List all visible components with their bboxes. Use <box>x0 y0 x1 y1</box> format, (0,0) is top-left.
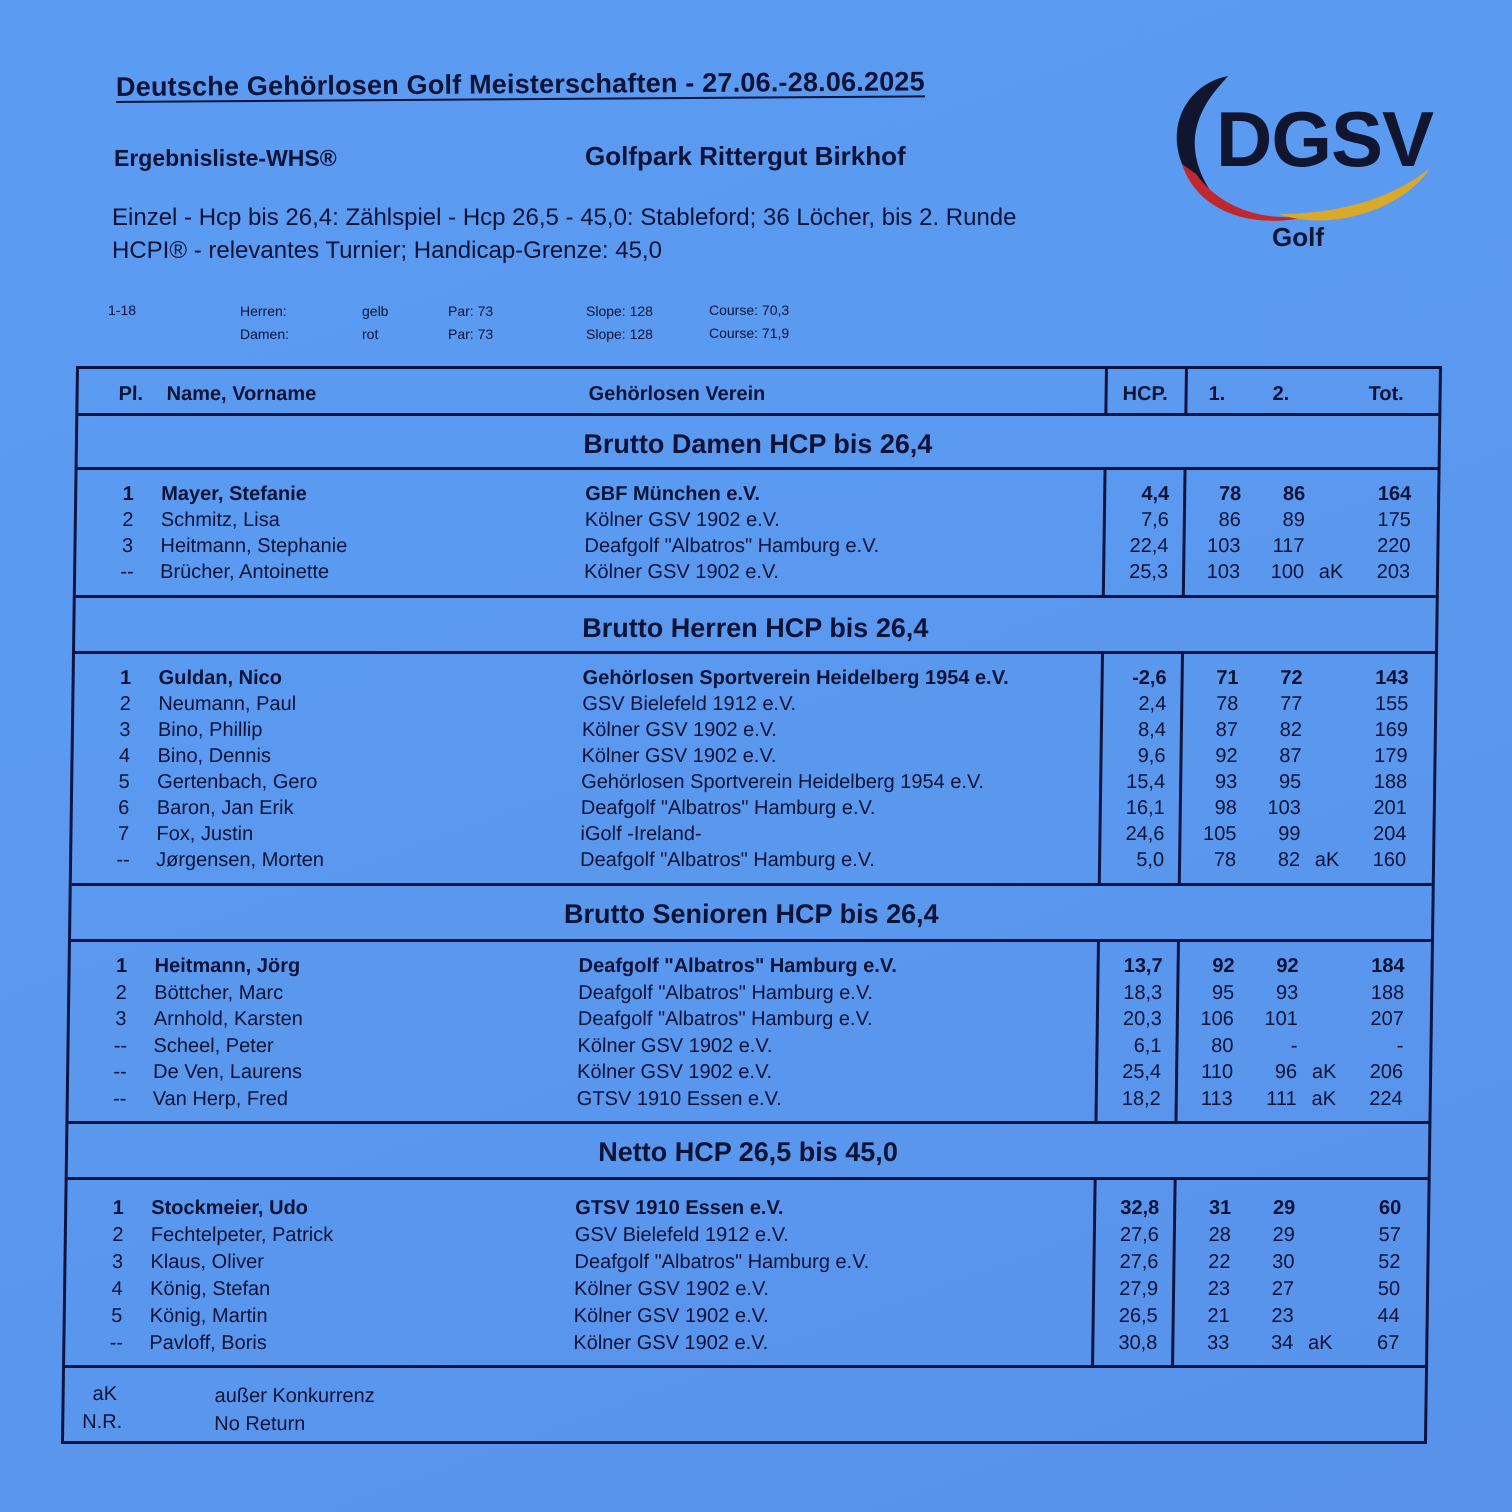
cell-hcp: 18,3 <box>1123 981 1163 1004</box>
cell-hcp: 32,8 <box>1120 1197 1160 1219</box>
cell-pl: 1 <box>115 955 128 977</box>
cell-pl: -- <box>109 1332 124 1354</box>
page-title: Deutsche Gehörlosen Golf Meisterschaften - 27.06.-28.06.2025 <box>115 66 925 102</box>
cell-pl: 5 <box>111 1305 123 1327</box>
cell-r2: 30 <box>1272 1251 1295 1273</box>
cell-tot: 188 <box>1370 981 1405 1004</box>
cell-r1: 78 <box>1215 693 1239 715</box>
cell-name: Baron, Jan Erik <box>156 797 294 819</box>
cell-name: Schmitz, Lisa <box>160 509 280 531</box>
cell-r2: - <box>1290 1034 1298 1057</box>
cell-r1: 78 <box>1213 849 1237 871</box>
divider <box>76 595 1436 598</box>
legend-abbr-ak: aK <box>92 1383 118 1405</box>
table-row <box>74 719 1434 745</box>
cell-tot: 169 <box>1374 719 1409 741</box>
cell-pl: 2 <box>122 509 134 531</box>
cell-tot: 175 <box>1377 509 1412 531</box>
cell-r1: 92 <box>1212 955 1235 977</box>
cell-flag: aK <box>1311 1061 1337 1083</box>
cell-club: Kölner GSV 1902 e.V. <box>576 1061 773 1083</box>
table-row <box>74 693 1434 719</box>
table-row <box>69 1088 1429 1114</box>
header-divider <box>1184 369 1188 415</box>
cell-tot: 67 <box>1376 1332 1400 1354</box>
results-table <box>61 366 1442 1444</box>
cell-pl: 1 <box>112 1197 124 1219</box>
cell-pl: 4 <box>111 1278 123 1300</box>
cell-r2: 100 <box>1270 561 1305 583</box>
table-row <box>77 483 1437 509</box>
cell-r1: 113 <box>1200 1087 1233 1110</box>
cell-r2: 95 <box>1278 771 1302 793</box>
cell-pl: -- <box>113 1061 127 1083</box>
cell-club: Kölner GSV 1902 e.V. <box>584 509 780 531</box>
cell-r1: 92 <box>1215 745 1238 767</box>
cell-pl: 2 <box>119 693 131 715</box>
cell-r1: 103 <box>1206 561 1241 583</box>
cell-name: Heitmann, Stephanie <box>160 535 348 557</box>
cell-tot: 160 <box>1372 849 1407 871</box>
cell-r2: 96 <box>1274 1061 1298 1083</box>
cell-hcp: 20,3 <box>1122 1008 1163 1030</box>
cell-hcp: 13,7 <box>1123 955 1163 977</box>
table-row <box>67 1197 1427 1223</box>
cell-name: Scheel, Peter <box>153 1034 274 1057</box>
col-header-name: Name, Vorname <box>166 383 317 405</box>
table-row <box>73 745 1433 771</box>
cell-pl: 4 <box>118 745 131 767</box>
divider <box>68 1177 1428 1180</box>
table-row <box>66 1251 1426 1277</box>
cell-pl: -- <box>116 849 130 871</box>
format-description: Einzel - Hcp bis 26,4: Zählspiel - Hcp 26,5 - 45,0: Stableford; 36 Löcher, bis 2. Runde <box>112 204 1017 231</box>
section-title-brutto-senioren: Brutto Senioren HCP bis 26,4 <box>563 899 939 929</box>
logo-subtext: Golf <box>1272 222 1324 252</box>
cell-r1: 98 <box>1214 797 1237 819</box>
cell-flag: aK <box>1318 561 1344 583</box>
cell-r1: 28 <box>1208 1224 1232 1246</box>
cell-tot: 143 <box>1375 667 1409 689</box>
cell-r2: 86 <box>1282 483 1306 505</box>
cell-r1: 78 <box>1218 483 1242 505</box>
cell-hcp: 25,4 <box>1122 1061 1162 1083</box>
cell-name: Bino, Dennis <box>157 745 272 767</box>
cell-pl: 2 <box>115 981 127 1004</box>
cell-pl: 1 <box>119 667 132 689</box>
cell-r1: 86 <box>1218 509 1242 531</box>
cell-pl: -- <box>112 1087 127 1110</box>
logo-text: DGSV <box>1216 95 1434 183</box>
venue-name: Golfpark Rittergut Birkhof <box>585 141 906 171</box>
cell-club: Deafgolf "Albatros" Hamburg e.V. <box>584 535 880 557</box>
col-header-place: Pl. <box>118 383 144 405</box>
col-header-club: Gehörlosen Verein <box>588 383 766 405</box>
table-row <box>70 982 1430 1008</box>
cell-hcp: 5,0 <box>1136 849 1165 871</box>
course-par-herren: Par: 73 <box>448 303 494 319</box>
divider <box>78 467 1438 470</box>
cell-hcp: 8,4 <box>1137 719 1167 741</box>
cell-name: Arnhold, Karsten <box>153 1008 304 1030</box>
table-row <box>73 797 1433 823</box>
cell-club: Kölner GSV 1902 e.V. <box>583 561 780 583</box>
cell-r2: 103 <box>1267 797 1301 819</box>
section-title-brutto-herren: Brutto Herren HCP bis 26,4 <box>582 613 929 643</box>
cell-r2: 89 <box>1282 509 1306 531</box>
handicap-description: HCPI® - relevantes Turnier; Handicap-Grenze: 45,0 <box>112 237 662 264</box>
cell-name: Fechtelpeter, Patrick <box>150 1224 334 1246</box>
cell-name: Guldan, Nico <box>158 667 283 689</box>
cell-name: Klaus, Oliver <box>150 1251 265 1273</box>
cell-r1: 23 <box>1207 1278 1231 1300</box>
table-row <box>69 1061 1429 1087</box>
cell-hcp: 24,6 <box>1125 823 1165 845</box>
cell-hcp: 27,9 <box>1119 1278 1159 1300</box>
cell-r1: 103 <box>1206 535 1241 557</box>
divider <box>72 883 1432 886</box>
cell-club: GTSV 1910 Essen e.V. <box>575 1197 784 1219</box>
cell-r2: 82 <box>1279 719 1303 741</box>
cell-r1: 110 <box>1201 1061 1234 1083</box>
header-divider <box>1104 369 1108 415</box>
cell-r2: 93 <box>1275 981 1299 1004</box>
cell-pl: 7 <box>117 823 130 845</box>
cell-club: Deafgolf "Albatros" Hamburg e.V. <box>578 981 874 1004</box>
table-row <box>74 667 1434 693</box>
cell-r1: 21 <box>1207 1305 1230 1327</box>
cell-name: Van Herp, Fred <box>152 1087 289 1110</box>
cell-tot: 188 <box>1373 771 1408 793</box>
table-row <box>76 561 1436 587</box>
cell-hcp: 16,1 <box>1125 797 1165 819</box>
cell-pl: -- <box>113 1034 128 1057</box>
cell-r2: 117 <box>1272 535 1305 557</box>
cell-tot: 155 <box>1374 693 1409 715</box>
course-slope-damen: Slope: 128 <box>586 326 653 342</box>
cell-r2: 23 <box>1271 1305 1294 1327</box>
divider <box>68 1121 1428 1124</box>
cell-name: Böttcher, Marc <box>154 981 284 1004</box>
cell-club: Kölner GSV 1902 e.V. <box>573 1305 769 1327</box>
col-header-hcp: HCP. <box>1122 383 1168 405</box>
cell-name: Jørgensen, Morten <box>155 849 325 871</box>
cell-hcp: 7,6 <box>1140 509 1170 531</box>
cell-r2: 99 <box>1278 823 1301 845</box>
cell-name: König, Martin <box>149 1305 268 1327</box>
table-row <box>77 509 1437 535</box>
cell-name: Gertenbach, Gero <box>157 771 318 793</box>
cell-hcp: 4,4 <box>1141 483 1170 505</box>
table-row <box>67 1224 1427 1250</box>
cell-hcp: -2,6 <box>1132 667 1167 689</box>
course-par-damen: Par: 73 <box>448 326 494 342</box>
cell-tot: 60 <box>1378 1197 1402 1219</box>
cell-club: Deafgolf "Albatros" Hamburg e.V. <box>579 849 875 871</box>
cell-club: Deafgolf "Albatros" Hamburg e.V. <box>580 797 876 819</box>
cell-r2: 27 <box>1271 1278 1295 1300</box>
cell-tot: 184 <box>1371 955 1405 977</box>
cell-r1: 71 <box>1216 667 1239 689</box>
section-title-netto: Netto HCP 26,5 bis 45,0 <box>598 1137 899 1167</box>
cell-r2: 111 <box>1266 1087 1297 1110</box>
cell-tot: 206 <box>1369 1061 1404 1083</box>
cell-tot: 224 <box>1369 1087 1403 1110</box>
cell-r2: 82 <box>1277 849 1301 871</box>
cell-r1: 87 <box>1215 719 1239 741</box>
cell-r1: 33 <box>1206 1332 1230 1354</box>
cell-r2: 29 <box>1272 1197 1296 1219</box>
cell-flag: aK <box>1307 1332 1333 1354</box>
cell-club: iGolf -Ireland- <box>580 823 702 845</box>
legend-text-nr: No Return <box>214 1413 306 1435</box>
cell-name: De Ven, Laurens <box>152 1061 303 1083</box>
cell-pl: 1 <box>122 483 134 505</box>
cell-club: Gehörlosen Sportverein Heidelberg 1954 e.V. <box>582 667 1009 689</box>
cell-name: Stockmeier, Udo <box>151 1197 309 1219</box>
divider <box>75 651 1435 654</box>
course-rating-damen: Course: 71,9 <box>709 325 790 341</box>
course-rating-herren: Course: 70,3 <box>709 302 790 318</box>
table-row <box>72 849 1432 875</box>
cell-pl: 2 <box>112 1224 124 1246</box>
cell-tot: 164 <box>1377 483 1412 505</box>
col-header-round1: 1. <box>1208 383 1226 405</box>
table-row <box>66 1278 1426 1304</box>
cell-pl: 6 <box>118 797 130 819</box>
divider <box>65 1365 1425 1368</box>
course-tee-damen: rot <box>362 326 379 342</box>
cell-hcp: 27,6 <box>1119 1251 1159 1273</box>
results-list-label: Ergebnisliste-WHS® <box>114 145 337 171</box>
table-row <box>73 771 1433 797</box>
table-row <box>70 955 1430 981</box>
cell-r1: 22 <box>1208 1251 1231 1273</box>
cell-hcp: 18,2 <box>1121 1087 1161 1110</box>
table-row <box>65 1332 1425 1358</box>
cell-club: Kölner GSV 1902 e.V. <box>573 1332 769 1354</box>
cell-pl: -- <box>120 561 134 583</box>
course-slope-herren: Slope: 128 <box>586 303 653 319</box>
cell-club: Kölner GSV 1902 e.V. <box>577 1034 773 1057</box>
course-group-damen: Damen: <box>240 326 290 342</box>
cell-tot: 220 <box>1376 535 1411 557</box>
cell-hcp: 25,3 <box>1129 561 1169 583</box>
cell-club: GBF München e.V. <box>585 483 761 505</box>
course-group-herren: Herren: <box>240 303 287 319</box>
cell-hcp: 6,1 <box>1133 1034 1162 1057</box>
cell-club: Deafgolf "Albatros" Hamburg e.V. <box>578 955 898 977</box>
cell-hcp: 22,4 <box>1129 535 1169 557</box>
cell-r1: 31 <box>1208 1197 1232 1219</box>
cell-tot: 201 <box>1373 797 1407 819</box>
course-tee-herren: gelb <box>362 303 389 319</box>
cell-name: Brücher, Antoinette <box>159 561 330 583</box>
cell-pl: 5 <box>118 771 130 793</box>
cell-name: Neumann, Paul <box>158 693 297 715</box>
dgsv-logo <box>1168 64 1448 264</box>
table-row <box>70 1008 1430 1034</box>
cell-r2: 29 <box>1272 1224 1296 1246</box>
cell-tot: 50 <box>1377 1278 1401 1300</box>
col-header-total: Tot. <box>1368 383 1404 405</box>
holes-label: 1-18 <box>108 302 137 318</box>
cell-tot: 52 <box>1378 1251 1401 1273</box>
cell-r2: 34 <box>1270 1332 1294 1354</box>
cell-club: Deafgolf "Albatros" Hamburg e.V. <box>574 1251 870 1273</box>
cell-r1: 106 <box>1200 1008 1235 1030</box>
cell-club: GTSV 1910 Essen e.V. <box>576 1087 782 1110</box>
table-row <box>76 535 1436 561</box>
cell-hcp: 9,6 <box>1137 745 1166 767</box>
cell-club: GSV Bielefeld 1912 e.V. <box>582 693 797 715</box>
cell-r2: 87 <box>1279 745 1302 767</box>
cell-r1: 80 <box>1211 1034 1234 1057</box>
legend-text-ak: außer Konkurrenz <box>214 1385 375 1407</box>
cell-r2: 92 <box>1276 955 1299 977</box>
table-row <box>66 1305 1426 1331</box>
cell-tot: 204 <box>1372 823 1407 845</box>
cell-flag: aK <box>1314 849 1340 871</box>
table-row <box>72 823 1432 849</box>
cell-r2: 72 <box>1280 667 1303 689</box>
cell-tot: 179 <box>1374 745 1408 767</box>
divider <box>78 413 1438 416</box>
table-row <box>69 1035 1429 1061</box>
legend-abbr-nr: N.R. <box>82 1411 123 1433</box>
cell-tot: 44 <box>1377 1305 1400 1327</box>
cell-r2: 101 <box>1264 1008 1299 1030</box>
cell-club: Kölner GSV 1902 e.V. <box>581 719 778 741</box>
cell-tot: 207 <box>1370 1008 1405 1030</box>
cell-hcp: 27,6 <box>1119 1224 1160 1246</box>
cell-name: Bino, Phillip <box>157 719 263 741</box>
cell-r1: 93 <box>1214 771 1238 793</box>
cell-tot: - <box>1396 1034 1404 1057</box>
cell-name: Pavloff, Boris <box>149 1332 267 1354</box>
cell-hcp: 26,5 <box>1118 1305 1158 1327</box>
cell-club: Kölner GSV 1902 e.V. <box>581 745 777 767</box>
cell-hcp: 15,4 <box>1126 771 1166 793</box>
cell-pl: 3 <box>111 1251 124 1273</box>
cell-r1: 95 <box>1211 981 1235 1004</box>
cell-tot: 203 <box>1376 561 1411 583</box>
cell-name: Mayer, Stefanie <box>161 483 307 505</box>
cell-hcp: 30,8 <box>1118 1332 1158 1354</box>
cell-pl: 3 <box>115 1008 127 1030</box>
section-title-brutto-damen: Brutto Damen HCP bis 26,4 <box>583 429 933 459</box>
cell-club: Deafgolf "Albatros" Hamburg e.V. <box>577 1008 873 1030</box>
cell-pl: 3 <box>121 535 134 557</box>
divider <box>71 939 1431 942</box>
cell-club: Gehörlosen Sportverein Heidelberg 1954 e.V. <box>581 771 985 793</box>
cell-tot: 57 <box>1378 1224 1402 1246</box>
col-header-round2: 2. <box>1272 383 1290 405</box>
cell-name: Heitmann, Jörg <box>154 955 301 977</box>
cell-flag: aK <box>1311 1087 1337 1110</box>
cell-name: König, Stefan <box>149 1278 271 1300</box>
cell-pl: 3 <box>119 719 131 741</box>
cell-hcp: 2,4 <box>1138 693 1167 715</box>
cell-club: GSV Bielefeld 1912 e.V. <box>574 1224 789 1246</box>
cell-club: Kölner GSV 1902 e.V. <box>573 1278 770 1300</box>
cell-r1: 105 <box>1202 823 1237 845</box>
cell-name: Fox, Justin <box>156 823 254 845</box>
cell-r2: 77 <box>1279 693 1303 715</box>
